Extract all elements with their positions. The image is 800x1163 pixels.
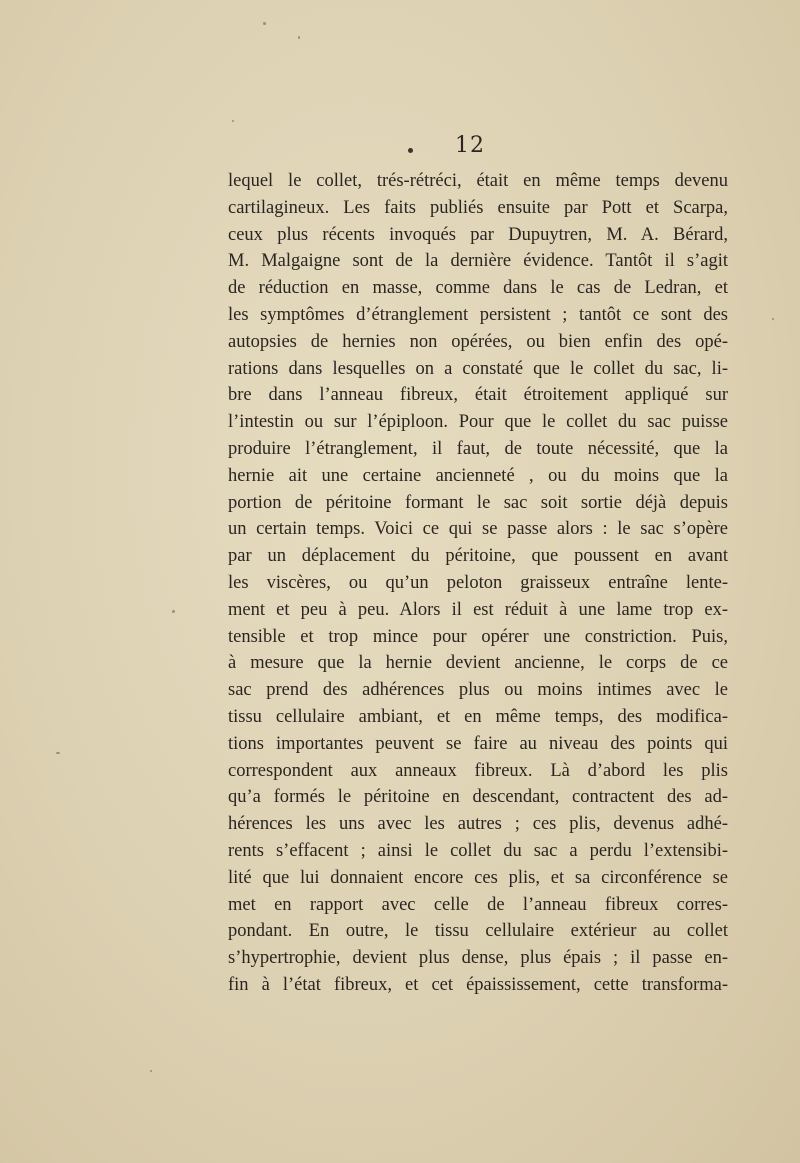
- text-line: un certain temps. Voici ce qui se passe alors : le sac s’opère: [228, 519, 728, 540]
- text-line: sac prend des adhérences plus ou moins intimes avec le: [228, 680, 728, 701]
- text-line: tensible et trop mince pour opérer une constriction. Puis,: [228, 626, 728, 647]
- text-line: hernie ait une certaine ancienneté , ou du moins que la: [228, 465, 728, 486]
- text-line: rents s’effacent ; ainsi le collet du sac a perdu l’extensibi-: [228, 840, 728, 861]
- text-line: ceux plus récents invoqués par Dupuytren, M. A. Bérard,: [228, 224, 728, 245]
- text-line: M. Malgaigne sont de la dernière évidence. Tantôt il s’agit: [228, 251, 728, 272]
- text-line: par un déplacement du péritoine, que poussent en avant: [228, 546, 728, 567]
- paper-speck: [172, 610, 175, 613]
- text-line: fin à l’état fibreux, et cet épaississement, cette transforma-: [228, 974, 728, 995]
- text-line: cartilagineux. Les faits publiés ensuite par Pott et Scarpa,: [228, 197, 728, 218]
- paper-speck: [298, 36, 300, 39]
- paper-speck: [772, 318, 774, 320]
- text-line: met en rapport avec celle de l’anneau fibreux corres-: [228, 894, 728, 915]
- text-line: s’hypertrophie, devient plus dense, plus épais ; il passe en-: [228, 948, 728, 969]
- text-line: autopsies de hernies non opérées, ou bien enfin des opé-: [228, 331, 728, 352]
- printer-dot: [408, 148, 413, 153]
- text-line: de réduction en masse, comme dans le cas de Ledran, et: [228, 278, 728, 299]
- text-line: portion de péritoine formant le sac soit sortie déjà depuis: [228, 492, 728, 513]
- paper-speck: [56, 752, 60, 754]
- text-line: tions importantes peuvent se faire au niveau des points qui: [228, 733, 728, 754]
- body-text: [228, 168, 728, 999]
- text-line: produire l’étranglement, il faut, de toute nécessité, que la: [228, 438, 728, 459]
- text-line: rations dans lesquelles on a constaté que le collet du sac, li-: [228, 358, 728, 379]
- text-line: ment et peu à peu. Alors il est réduit à une lame trop ex-: [228, 599, 728, 620]
- page-number: 12: [455, 133, 485, 158]
- text-line: correspondent aux anneaux fibreux. Là d’abord les plis: [228, 760, 728, 781]
- text-line: lequel le collet, trés-rétréci, était en même temps devenu: [228, 171, 728, 191]
- text-line: pondant. En outre, le tissu cellulaire extérieur au collet: [228, 921, 728, 942]
- paper-speck: [150, 1070, 152, 1072]
- text-line: lité que lui donnaient encore ces plis, et sa circonférence se: [228, 867, 728, 888]
- text-line: bre dans l’anneau fibreux, était étroitement appliqué sur: [228, 385, 728, 406]
- text-line: hérences les uns avec les autres ; ces plis, devenus adhé-: [228, 814, 728, 835]
- text-line: les viscères, ou qu’un peloton graisseux entraîne lente-: [228, 572, 728, 593]
- paper-speck: [263, 22, 266, 25]
- text-line: l’intestin ou sur l’épiploon. Pour que le collet du sac puisse: [228, 412, 728, 433]
- text-line: les symptômes d’étranglement persistent ; tantôt ce sont des: [228, 304, 728, 325]
- text-line: à mesure que la hernie devient ancienne, le corps de ce: [228, 653, 728, 674]
- text-line: tissu cellulaire ambiant, et en même temps, des modifica-: [228, 706, 728, 727]
- text-line: qu’a formés le péritoine en descendant, contractent des ad-: [228, 787, 728, 808]
- paper-speck: [232, 120, 234, 122]
